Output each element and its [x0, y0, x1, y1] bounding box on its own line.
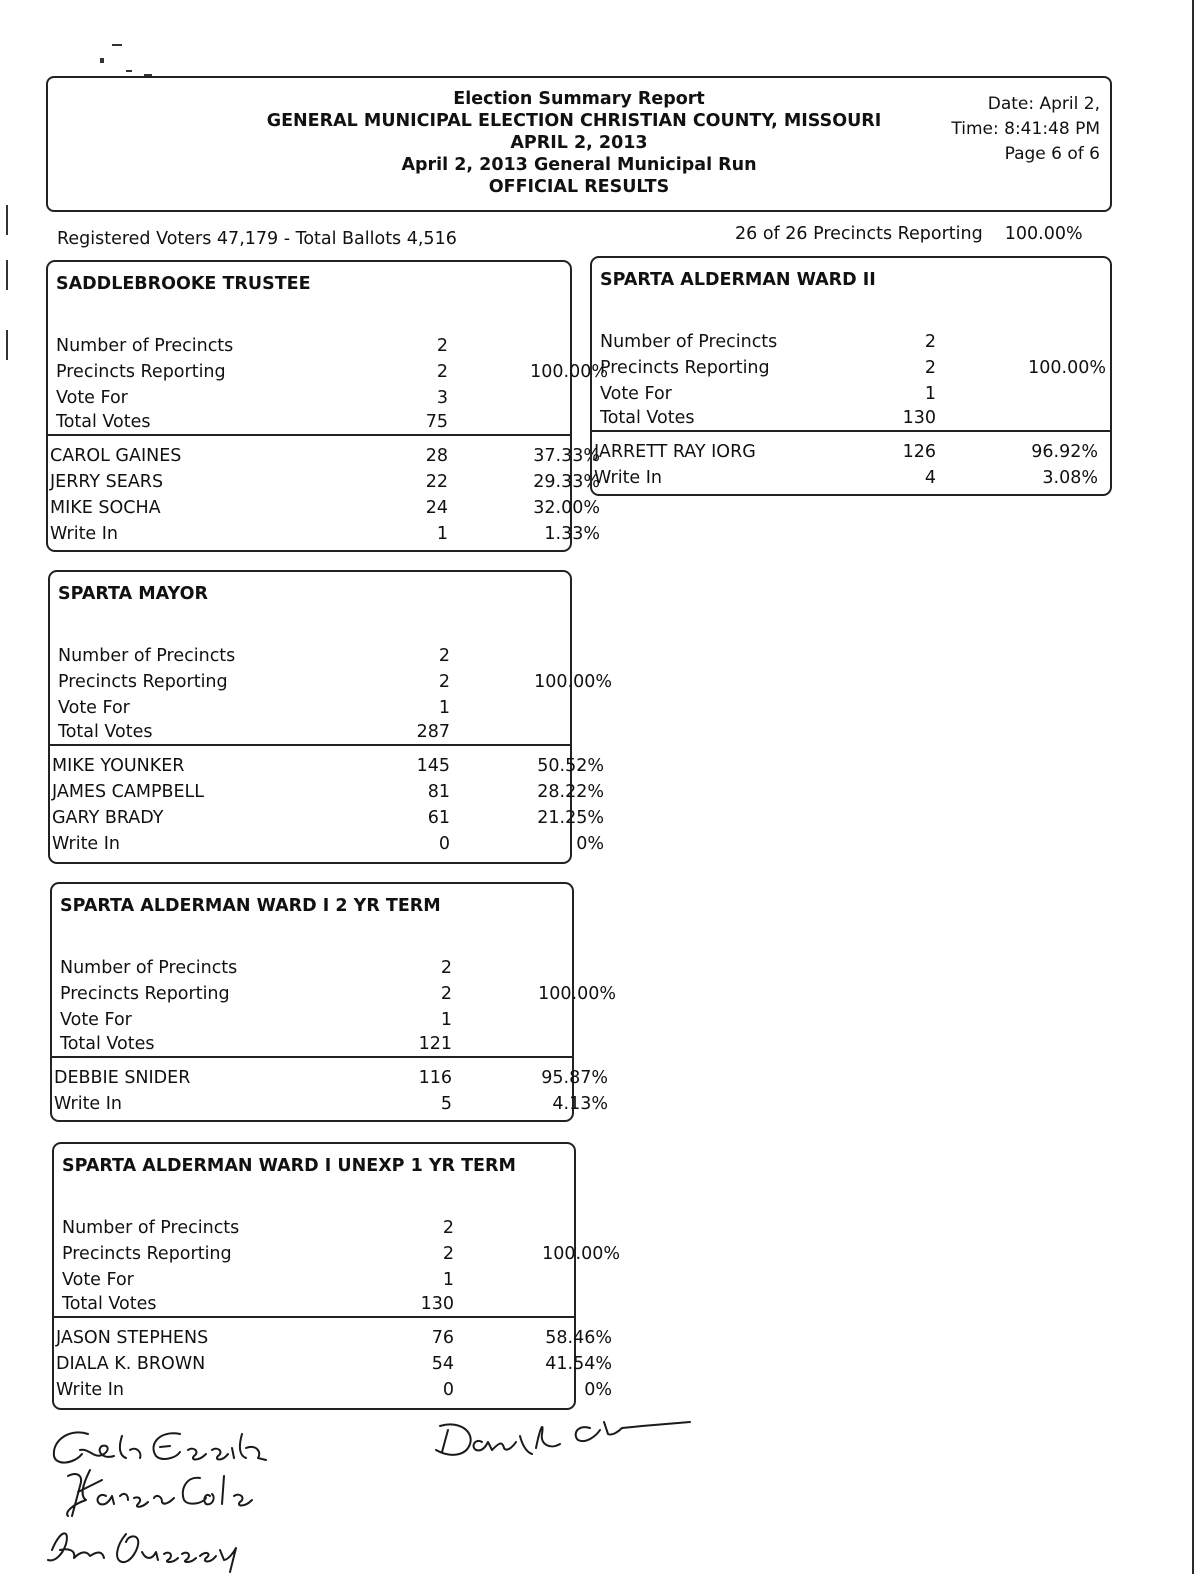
candidate-percent: 41.54% — [545, 1354, 612, 1374]
stat-label: Total Votes — [600, 408, 695, 428]
stat-row — [592, 356, 1110, 380]
stat-label: Number of Precincts — [600, 332, 778, 352]
report-title-line: APRIL 2, 2013 — [510, 133, 648, 153]
race-divider — [52, 1056, 572, 1058]
stat-label: Number of Precincts — [58, 646, 236, 666]
candidate-votes: 0 — [438, 834, 450, 854]
scan-mark — [100, 58, 104, 63]
stat-row — [52, 956, 572, 980]
race-title: SPARTA ALDERMAN WARD II — [600, 270, 876, 290]
candidate-name: JASON STEPHENS — [56, 1328, 209, 1348]
stat-percent: 100.00% — [542, 1244, 620, 1264]
candidate-votes: 145 — [416, 756, 450, 776]
stat-value: 2 — [436, 362, 448, 382]
race-title: SPARTA ALDERMAN WARD I UNEXP 1 YR TERM — [62, 1156, 516, 1176]
candidate-row — [50, 780, 604, 804]
scan-mark — [6, 205, 8, 235]
candidate-votes: 0 — [442, 1380, 454, 1400]
report-title-line: Election Summary Report — [453, 89, 705, 109]
candidate-name: MIKE YOUNKER — [52, 756, 185, 776]
stat-label: Vote For — [600, 384, 672, 404]
scan-mark — [126, 70, 132, 72]
candidate-name: GARY BRADY — [52, 808, 164, 828]
stat-value: 2 — [440, 984, 452, 1004]
stat-row — [592, 382, 1110, 406]
page-edge — [1192, 0, 1194, 1574]
race-box-sparta-alderman-ward-ii — [590, 256, 1112, 496]
race-divider — [48, 434, 570, 436]
write-in-row — [52, 1092, 608, 1116]
stat-value: 3 — [436, 388, 448, 408]
candidate-row — [50, 754, 604, 778]
stat-label: Total Votes — [56, 412, 151, 432]
candidate-percent: 32.00% — [533, 498, 600, 518]
race-box-sparta-alderman-ward-i-2-yr-term — [50, 882, 616, 1122]
scan-mark — [112, 44, 122, 46]
stat-row — [50, 670, 612, 694]
candidate-percent: 50.52% — [537, 756, 604, 776]
candidate-name: CAROL GAINES — [50, 446, 182, 466]
stat-row — [54, 1268, 574, 1292]
stat-row — [52, 982, 616, 1006]
candidate-votes: 22 — [425, 472, 448, 492]
signature-david-cole — [436, 1422, 690, 1455]
stat-row — [50, 696, 570, 720]
report-page: Page 6 of 6 — [1004, 144, 1100, 164]
stat-percent: 100.00% — [1028, 358, 1106, 378]
report-title-line: OFFICIAL RESULTS — [488, 177, 670, 197]
stat-row — [54, 1242, 620, 1266]
candidate-name: Write In — [52, 834, 121, 854]
precincts-reporting-percent: 100.00% — [1004, 224, 1083, 244]
stat-value: 2 — [440, 958, 452, 978]
stat-row — [50, 720, 570, 744]
signature-karen-cole — [67, 1470, 252, 1516]
stat-value: 1 — [442, 1270, 454, 1290]
candidate-name: MIKE SOCHA — [50, 498, 161, 518]
scan-mark — [6, 330, 8, 360]
stat-percent: 100.00% — [530, 362, 608, 382]
candidate-votes: 126 — [902, 442, 936, 462]
candidate-row — [48, 470, 600, 494]
race-divider — [50, 744, 570, 746]
candidate-percent: 58.46% — [545, 1328, 612, 1348]
candidate-percent: 1.33% — [544, 524, 600, 544]
write-in-row — [48, 522, 600, 546]
candidate-votes: 5 — [440, 1094, 452, 1114]
stat-value: 1 — [440, 1010, 452, 1030]
stat-row — [592, 406, 1110, 430]
stat-row — [48, 410, 570, 434]
report-meta — [951, 92, 1100, 167]
candidate-votes: 76 — [431, 1328, 454, 1348]
stat-value: 1 — [924, 384, 936, 404]
stat-value: 2 — [436, 336, 448, 356]
candidate-percent: 4.13% — [552, 1094, 608, 1114]
race-divider — [54, 1316, 574, 1318]
stat-label: Number of Precincts — [60, 958, 238, 978]
signature-carla-eslick — [54, 1432, 266, 1462]
stat-value: 2 — [442, 1218, 454, 1238]
stat-label: Precincts Reporting — [600, 358, 770, 378]
registered-voters: Registered Voters 47,179 - Total Ballots 4,516 — [57, 229, 457, 249]
stat-row — [52, 1008, 572, 1032]
stat-value: 75 — [425, 412, 448, 432]
race-title: SPARTA MAYOR — [58, 584, 208, 604]
candidate-row — [50, 806, 604, 830]
candidate-row — [54, 1352, 612, 1376]
stat-label: Total Votes — [62, 1294, 157, 1314]
candidate-votes: 24 — [425, 498, 448, 518]
candidate-percent: 95.87% — [541, 1068, 608, 1088]
scan-mark — [6, 260, 8, 290]
stat-value: 2 — [924, 332, 936, 352]
stat-label: Total Votes — [60, 1034, 155, 1054]
stat-label: Total Votes — [58, 722, 153, 742]
write-in-row — [50, 832, 604, 856]
stat-row — [50, 644, 570, 668]
race-box-sparta-mayor — [48, 570, 612, 864]
stat-label: Precincts Reporting — [60, 984, 230, 1004]
stat-label: Vote For — [62, 1270, 134, 1290]
candidate-percent: 96.92% — [1031, 442, 1098, 462]
stat-percent: 100.00% — [538, 984, 616, 1004]
candidate-row — [592, 440, 1110, 464]
stat-value: 130 — [420, 1294, 454, 1314]
stat-row — [52, 1032, 572, 1056]
candidate-name: Write In — [56, 1380, 125, 1400]
candidate-percent: 3.08% — [1042, 468, 1098, 488]
candidate-name: DIALA K. BROWN — [56, 1354, 206, 1374]
candidate-percent: 28.22% — [537, 782, 604, 802]
candidate-name: JAMES CAMPBELL — [52, 782, 205, 802]
stat-label: Number of Precincts — [56, 336, 234, 356]
candidate-name: Write In — [54, 1094, 123, 1114]
stat-label: Number of Precincts — [62, 1218, 240, 1238]
report-title-line: GENERAL MUNICIPAL ELECTION CHRISTIAN COUNTY, MISSOURI — [266, 111, 882, 131]
stat-label: Precincts Reporting — [56, 362, 226, 382]
stat-label: Precincts Reporting — [58, 672, 228, 692]
stat-value: 2 — [924, 358, 936, 378]
stat-label: Vote For — [60, 1010, 132, 1030]
signatures — [30, 1400, 730, 1574]
candidate-name: Write In — [50, 524, 119, 544]
stat-row — [592, 330, 1110, 354]
candidate-votes: 28 — [425, 446, 448, 466]
write-in-row — [592, 466, 1110, 490]
stat-row — [54, 1292, 574, 1316]
candidate-votes: 81 — [427, 782, 450, 802]
candidate-votes: 61 — [427, 808, 450, 828]
stat-label: Vote For — [58, 698, 130, 718]
precincts-reporting-summary — [735, 224, 1083, 244]
race-box-saddlebrooke-trustee — [46, 260, 608, 552]
stat-row — [54, 1216, 574, 1240]
candidate-name: JARRETT RAY IORG — [594, 442, 756, 462]
candidate-row — [48, 444, 600, 468]
candidate-votes: 54 — [431, 1354, 454, 1374]
report-date: Date: April 2, — [987, 94, 1100, 114]
stat-value: 1 — [438, 698, 450, 718]
stat-percent: 100.00% — [534, 672, 612, 692]
signature-lisa-russey — [48, 1533, 236, 1572]
report-time: Time: 8:41:48 PM — [951, 119, 1100, 139]
stat-value: 2 — [442, 1244, 454, 1264]
stat-value: 2 — [438, 646, 450, 666]
precincts-reporting-text: 26 of 26 Precincts Reporting — [735, 224, 983, 244]
candidate-row — [54, 1326, 612, 1350]
report-title-line: April 2, 2013 General Municipal Run — [401, 155, 757, 175]
candidate-percent: 0% — [584, 1380, 612, 1400]
stat-row — [48, 360, 608, 384]
candidate-row — [52, 1066, 608, 1090]
stat-value: 121 — [418, 1034, 452, 1054]
stat-row — [48, 334, 570, 358]
race-box-sparta-alderman-ward-i-unexp-1-yr-term — [52, 1142, 620, 1410]
candidate-name: JERRY SEARS — [50, 472, 164, 492]
stat-value: 287 — [416, 722, 450, 742]
candidate-percent: 0% — [576, 834, 604, 854]
race-title: SPARTA ALDERMAN WARD I 2 YR TERM — [60, 896, 441, 916]
stat-label: Vote For — [56, 388, 128, 408]
stat-row — [48, 386, 570, 410]
candidate-percent: 21.25% — [537, 808, 604, 828]
report-header — [46, 76, 1112, 212]
candidate-votes: 116 — [418, 1068, 452, 1088]
candidate-percent: 29.33% — [533, 472, 600, 492]
race-title: SADDLEBROOKE TRUSTEE — [56, 274, 311, 294]
stat-label: Precincts Reporting — [62, 1244, 232, 1264]
stat-value: 2 — [438, 672, 450, 692]
candidate-name: DEBBIE SNIDER — [54, 1068, 191, 1088]
candidate-votes: 1 — [436, 524, 448, 544]
candidate-votes: 4 — [924, 468, 936, 488]
candidate-name: Write In — [594, 468, 663, 488]
stat-value: 130 — [902, 408, 936, 428]
candidate-row — [48, 496, 600, 520]
write-in-row — [54, 1378, 612, 1402]
candidate-percent: 37.33% — [533, 446, 600, 466]
race-divider — [592, 430, 1110, 432]
